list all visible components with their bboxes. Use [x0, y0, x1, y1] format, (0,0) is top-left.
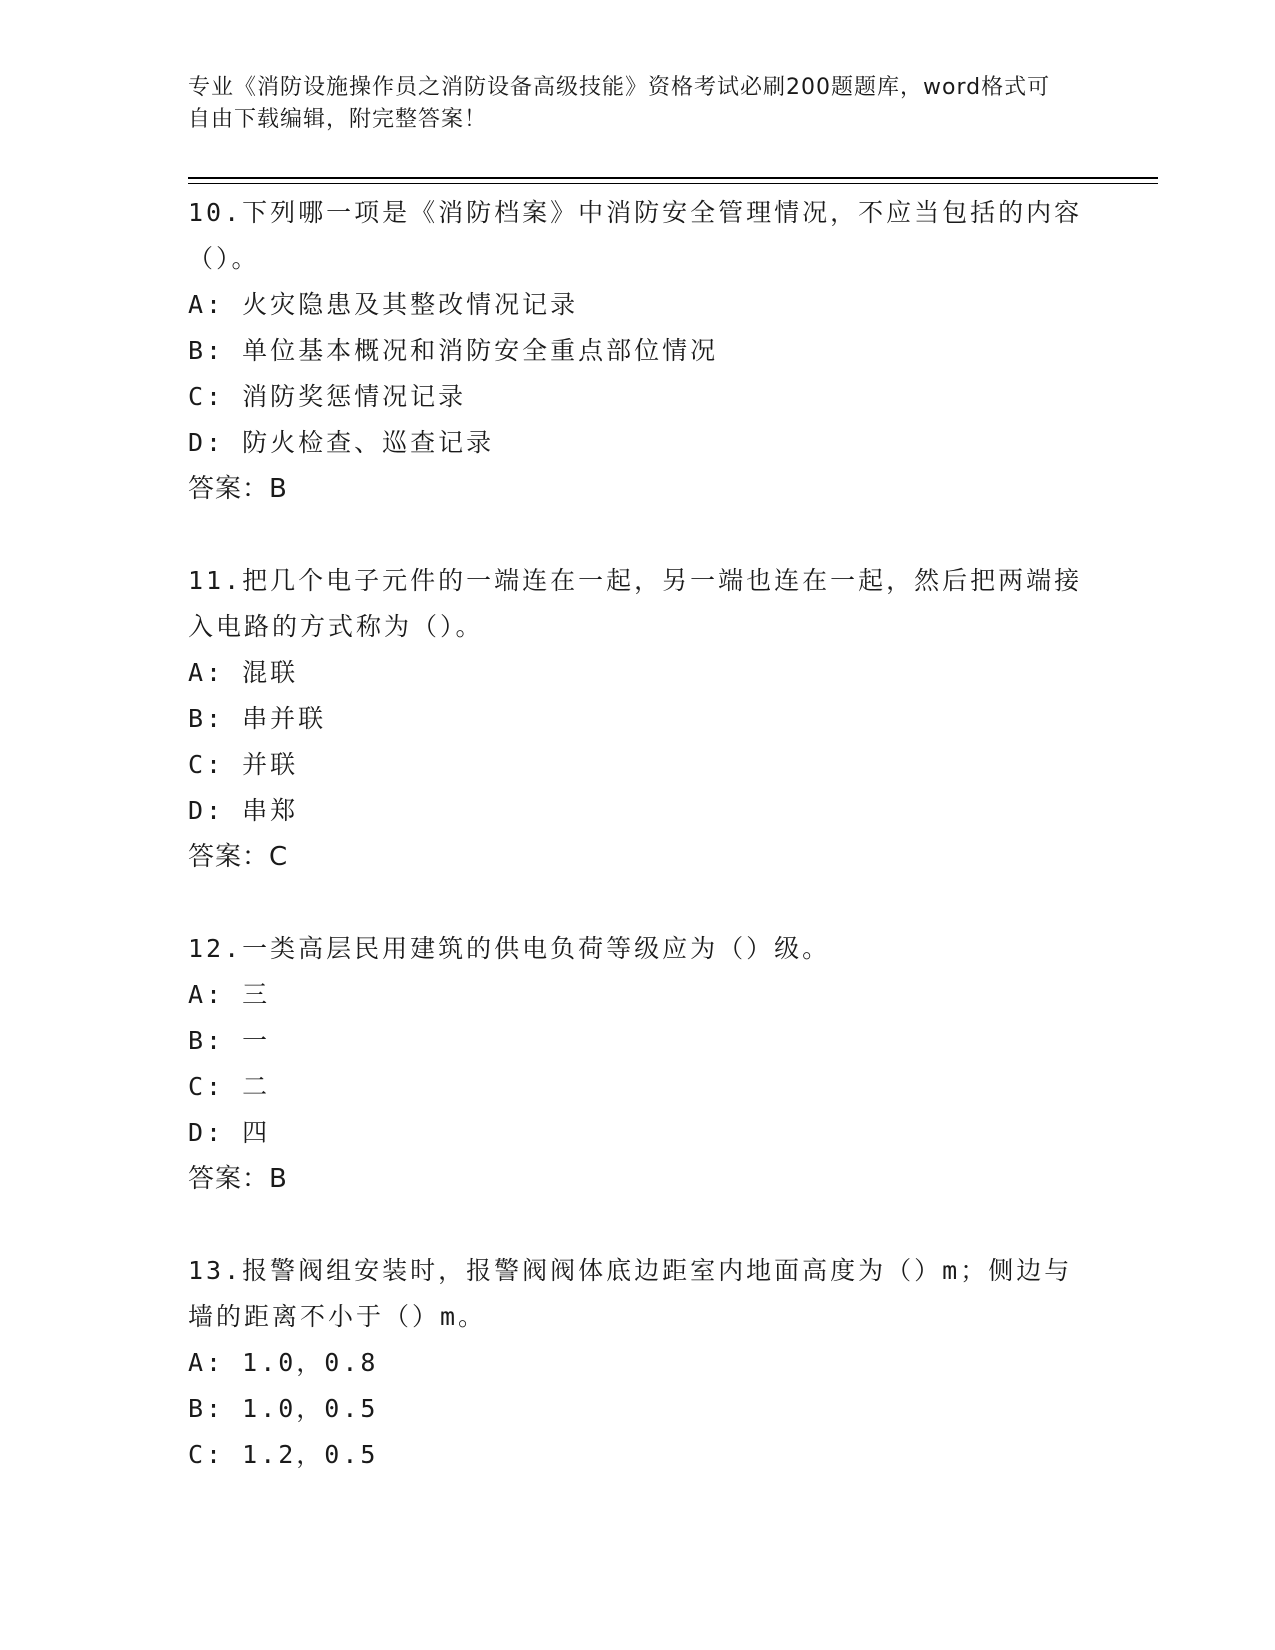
question-list — [188, 190, 1088, 1524]
question-stem: 13.报警阀组安装时，报警阀阀体底边距室内地面高度为（）m；侧边与墙的距离不小于（）m。 — [188, 1256, 1073, 1331]
option-b: B: 一 — [188, 1026, 271, 1055]
document-header: 专业《消防设施操作员之消防设备高级技能》资格考试必刷200题题库，word格式可自由下载编辑，附完整答案！ — [188, 75, 1051, 132]
option-a: A: 三 — [188, 980, 271, 1009]
question-13 — [188, 1248, 1088, 1478]
option-c: C: 1.2，0.5 — [188, 1440, 379, 1469]
option-b: B: 串并联 — [188, 704, 327, 733]
header-divider-thick — [188, 177, 1158, 179]
option-d: D: 四 — [188, 1118, 271, 1147]
option-a: A: 混联 — [188, 658, 299, 687]
option-b: B: 单位基本概况和消防安全重点部位情况 — [188, 336, 719, 365]
question-stem: 10.下列哪一项是《消防档案》中消防安全管理情况，不应当包括的内容（）。 — [188, 198, 1083, 273]
option-c: C: 消防奖惩情况记录 — [188, 382, 467, 411]
answer-line: 答案：C — [188, 842, 289, 872]
option-b: B: 1.0，0.5 — [188, 1394, 379, 1423]
question-12 — [188, 926, 1088, 1202]
option-a: A: 1.0，0.8 — [188, 1348, 379, 1377]
answer-line: 答案：B — [188, 1164, 288, 1194]
option-a: A: 火灾隐患及其整改情况记录 — [188, 290, 579, 319]
question-10 — [188, 190, 1088, 512]
option-c: C: 并联 — [188, 750, 299, 779]
question-stem: 11.把几个电子元件的一端连在一起，另一端也连在一起，然后把两端接入电路的方式称为（）。 — [188, 566, 1083, 641]
header-divider-thin — [188, 183, 1158, 184]
question-11 — [188, 558, 1088, 880]
question-stem: 12.一类高层民用建筑的供电负荷等级应为（）级。 — [188, 934, 831, 963]
option-c: C: 二 — [188, 1072, 271, 1101]
answer-line: 答案：B — [188, 474, 288, 504]
option-d: D: 串郑 — [188, 796, 299, 825]
option-d: D: 防火检查、巡查记录 — [188, 428, 495, 457]
